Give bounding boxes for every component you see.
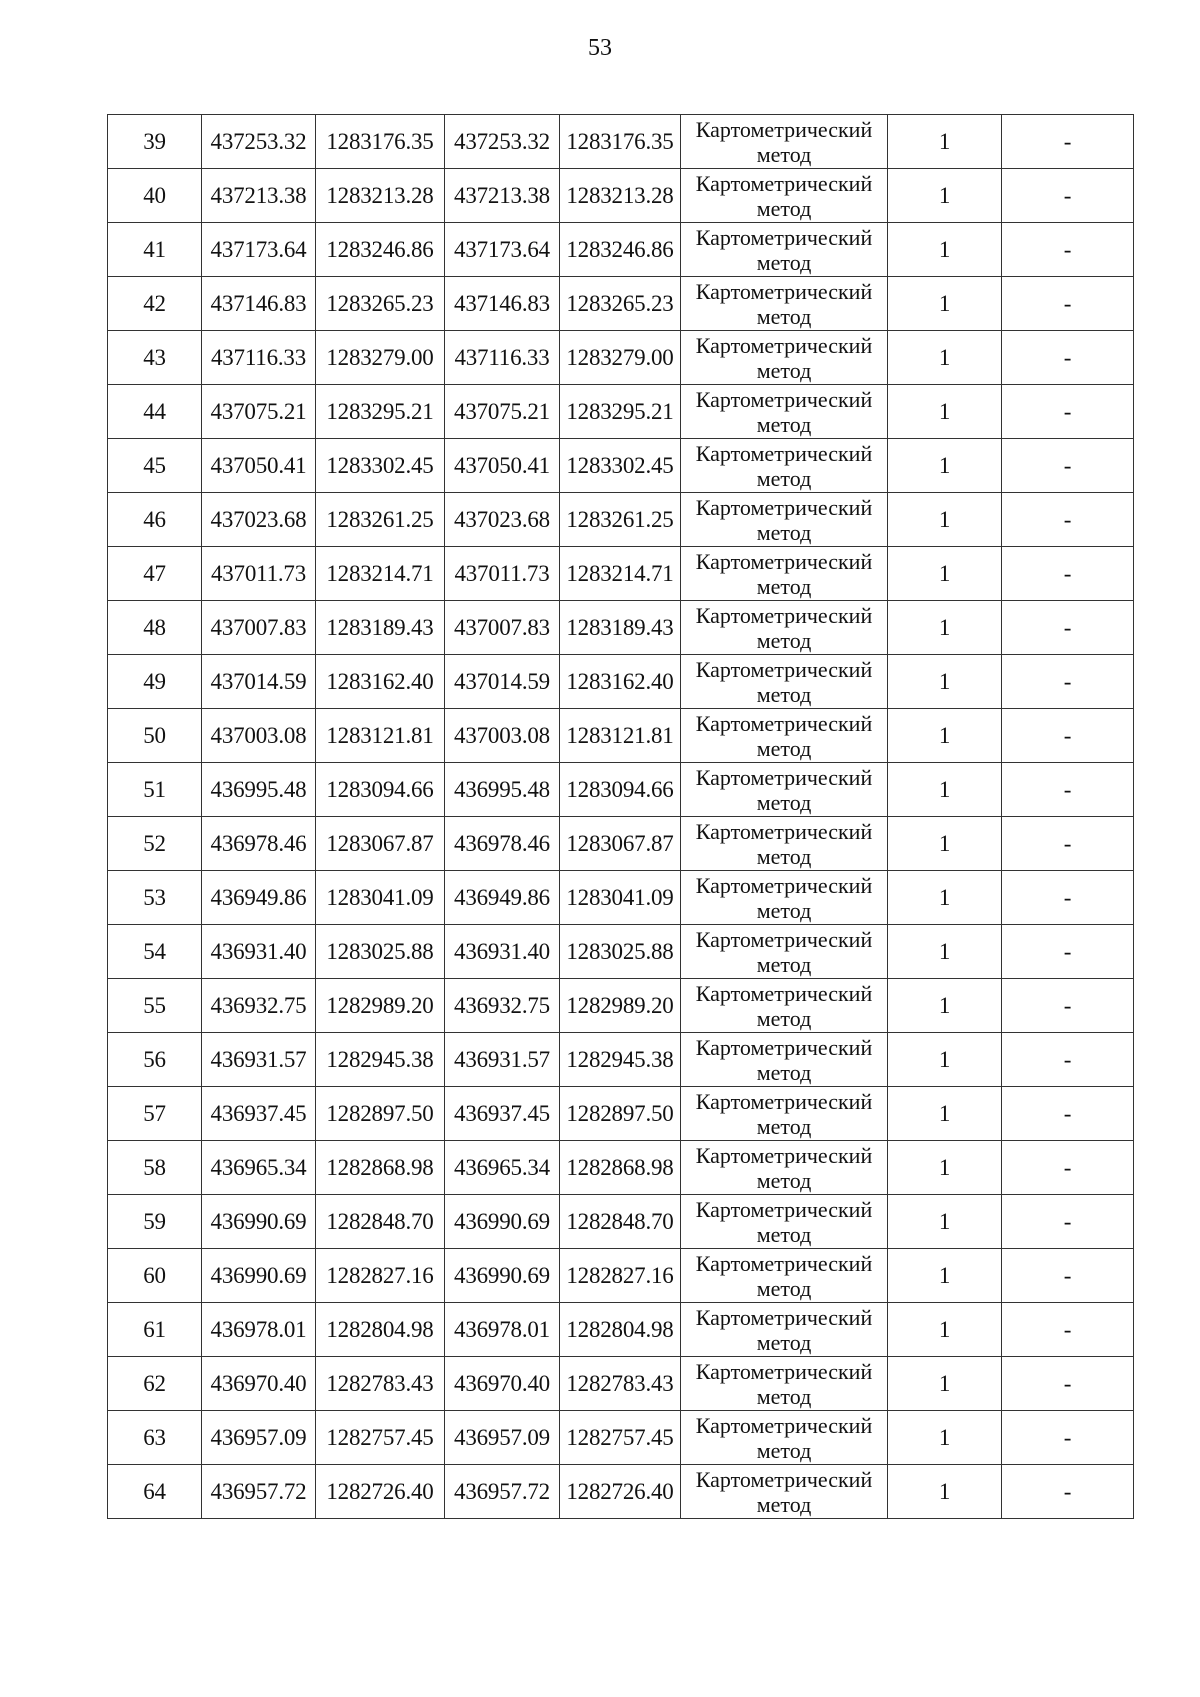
method-label: Картометрический	[695, 278, 873, 304]
x-coordinate-cell: 437146.83	[202, 277, 316, 331]
method-cell	[681, 979, 888, 1033]
method-cell	[681, 1303, 888, 1357]
accuracy-cell: 1	[888, 979, 1002, 1033]
x-coordinate-cell: 437116.33	[202, 331, 316, 385]
table-row	[108, 1303, 1134, 1357]
method-label-continuation: метод	[756, 195, 812, 221]
method-cell	[681, 1195, 888, 1249]
y-coordinate-cell-2: 1282897.50	[560, 1087, 681, 1141]
y-coordinate-cell: 1282848.70	[316, 1195, 445, 1249]
method-cell	[681, 817, 888, 871]
x-coordinate-cell-2: 437003.08	[445, 709, 560, 763]
x-coordinate-cell-2: 436990.69	[445, 1195, 560, 1249]
point-number-cell: 39	[108, 115, 202, 169]
accuracy-cell: 1	[888, 709, 1002, 763]
point-number-cell: 45	[108, 439, 202, 493]
point-number-cell: 52	[108, 817, 202, 871]
method-label: Картометрический	[695, 926, 873, 952]
method-label: Картометрический	[695, 1142, 873, 1168]
x-coordinate-cell: 436937.45	[202, 1087, 316, 1141]
method-label-continuation: метод	[756, 1275, 812, 1301]
method-label-continuation: метод	[756, 951, 812, 977]
table-row	[108, 1249, 1134, 1303]
table-row	[108, 1033, 1134, 1087]
table-row	[108, 385, 1134, 439]
method-label: Картометрический	[695, 1412, 873, 1438]
note-cell: -	[1002, 979, 1134, 1033]
x-coordinate-cell: 436990.69	[202, 1249, 316, 1303]
method-label-continuation: метод	[756, 897, 812, 923]
accuracy-cell: 1	[888, 1465, 1002, 1519]
note-cell: -	[1002, 331, 1134, 385]
y-coordinate-cell-2: 1282804.98	[560, 1303, 681, 1357]
y-coordinate-cell: 1282868.98	[316, 1141, 445, 1195]
note-cell: -	[1002, 1033, 1134, 1087]
method-cell	[681, 1465, 888, 1519]
method-label: Картометрический	[695, 872, 873, 898]
accuracy-cell: 1	[888, 547, 1002, 601]
point-number-cell: 61	[108, 1303, 202, 1357]
method-label-continuation: метод	[756, 141, 812, 167]
x-coordinate-cell-2: 437173.64	[445, 223, 560, 277]
y-coordinate-cell-2: 1283302.45	[560, 439, 681, 493]
method-cell	[681, 169, 888, 223]
table-row	[108, 493, 1134, 547]
x-coordinate-cell-2: 436931.57	[445, 1033, 560, 1087]
coordinates-table	[107, 114, 1134, 1519]
table-row	[108, 709, 1134, 763]
method-cell	[681, 1357, 888, 1411]
y-coordinate-cell-2: 1283189.43	[560, 601, 681, 655]
y-coordinate-cell-2: 1282827.16	[560, 1249, 681, 1303]
x-coordinate-cell: 436931.40	[202, 925, 316, 979]
accuracy-cell: 1	[888, 1195, 1002, 1249]
x-coordinate-cell-2: 437116.33	[445, 331, 560, 385]
table-row	[108, 547, 1134, 601]
page-number: 53	[588, 35, 612, 61]
method-cell	[681, 1249, 888, 1303]
accuracy-cell: 1	[888, 817, 1002, 871]
y-coordinate-cell-2: 1283295.21	[560, 385, 681, 439]
note-cell: -	[1002, 1411, 1134, 1465]
point-number-cell: 55	[108, 979, 202, 1033]
method-label-continuation: метод	[756, 735, 812, 761]
point-number-cell: 59	[108, 1195, 202, 1249]
note-cell: -	[1002, 925, 1134, 979]
x-coordinate-cell-2: 437050.41	[445, 439, 560, 493]
point-number-cell: 54	[108, 925, 202, 979]
accuracy-cell: 1	[888, 601, 1002, 655]
method-cell	[681, 1087, 888, 1141]
method-label-continuation: метод	[756, 357, 812, 383]
x-coordinate-cell-2: 437253.32	[445, 115, 560, 169]
point-number-cell: 50	[108, 709, 202, 763]
point-number-cell: 62	[108, 1357, 202, 1411]
method-cell	[681, 655, 888, 709]
note-cell: -	[1002, 1465, 1134, 1519]
note-cell: -	[1002, 169, 1134, 223]
x-coordinate-cell: 436957.72	[202, 1465, 316, 1519]
y-coordinate-cell-2: 1283246.86	[560, 223, 681, 277]
point-number-cell: 57	[108, 1087, 202, 1141]
note-cell: -	[1002, 277, 1134, 331]
y-coordinate-cell: 1282726.40	[316, 1465, 445, 1519]
method-cell	[681, 331, 888, 385]
x-coordinate-cell-2: 437011.73	[445, 547, 560, 601]
method-label: Картометрический	[695, 1250, 873, 1276]
method-label-continuation: метод	[756, 519, 812, 545]
y-coordinate-cell: 1283246.86	[316, 223, 445, 277]
table-row	[108, 223, 1134, 277]
accuracy-cell: 1	[888, 1249, 1002, 1303]
table-row	[108, 439, 1134, 493]
table-row	[108, 925, 1134, 979]
table-row	[108, 817, 1134, 871]
y-coordinate-cell-2: 1283279.00	[560, 331, 681, 385]
method-label: Картометрический	[695, 440, 873, 466]
method-label-continuation: метод	[756, 249, 812, 275]
y-coordinate-cell: 1283121.81	[316, 709, 445, 763]
x-coordinate-cell: 437173.64	[202, 223, 316, 277]
y-coordinate-cell: 1283094.66	[316, 763, 445, 817]
y-coordinate-cell-2: 1283041.09	[560, 871, 681, 925]
accuracy-cell: 1	[888, 169, 1002, 223]
method-label-continuation: метод	[756, 1059, 812, 1085]
note-cell: -	[1002, 439, 1134, 493]
x-coordinate-cell-2: 436931.40	[445, 925, 560, 979]
x-coordinate-cell: 437075.21	[202, 385, 316, 439]
method-cell	[681, 493, 888, 547]
accuracy-cell: 1	[888, 871, 1002, 925]
x-coordinate-cell-2: 436990.69	[445, 1249, 560, 1303]
y-coordinate-cell-2: 1282989.20	[560, 979, 681, 1033]
x-coordinate-cell-2: 436978.46	[445, 817, 560, 871]
y-coordinate-cell: 1282827.16	[316, 1249, 445, 1303]
x-coordinate-cell-2: 437014.59	[445, 655, 560, 709]
y-coordinate-cell-2: 1282868.98	[560, 1141, 681, 1195]
method-label: Картометрический	[695, 494, 873, 520]
y-coordinate-cell: 1283176.35	[316, 115, 445, 169]
x-coordinate-cell: 437023.68	[202, 493, 316, 547]
y-coordinate-cell-2: 1282757.45	[560, 1411, 681, 1465]
method-cell	[681, 439, 888, 493]
table-row	[108, 1141, 1134, 1195]
y-coordinate-cell-2: 1282848.70	[560, 1195, 681, 1249]
y-coordinate-cell-2: 1283265.23	[560, 277, 681, 331]
method-label-continuation: метод	[756, 1383, 812, 1409]
y-coordinate-cell: 1282897.50	[316, 1087, 445, 1141]
method-cell	[681, 547, 888, 601]
x-coordinate-cell-2: 436957.09	[445, 1411, 560, 1465]
accuracy-cell: 1	[888, 1303, 1002, 1357]
note-cell: -	[1002, 817, 1134, 871]
table-row	[108, 1357, 1134, 1411]
note-cell: -	[1002, 1357, 1134, 1411]
note-cell: -	[1002, 115, 1134, 169]
method-label-continuation: метод	[756, 1329, 812, 1355]
x-coordinate-cell: 437050.41	[202, 439, 316, 493]
table-body	[108, 115, 1134, 1519]
table-row	[108, 1087, 1134, 1141]
y-coordinate-cell-2: 1283261.25	[560, 493, 681, 547]
x-coordinate-cell-2: 436995.48	[445, 763, 560, 817]
x-coordinate-cell: 437253.32	[202, 115, 316, 169]
method-label-continuation: метод	[756, 843, 812, 869]
note-cell: -	[1002, 1249, 1134, 1303]
y-coordinate-cell-2: 1283121.81	[560, 709, 681, 763]
note-cell: -	[1002, 1195, 1134, 1249]
method-label-continuation: метод	[756, 1005, 812, 1031]
x-coordinate-cell: 437003.08	[202, 709, 316, 763]
y-coordinate-cell-2: 1283176.35	[560, 115, 681, 169]
point-number-cell: 42	[108, 277, 202, 331]
y-coordinate-cell: 1282783.43	[316, 1357, 445, 1411]
method-cell	[681, 115, 888, 169]
table-row	[108, 763, 1134, 817]
note-cell: -	[1002, 385, 1134, 439]
x-coordinate-cell-2: 436957.72	[445, 1465, 560, 1519]
method-cell	[681, 1033, 888, 1087]
note-cell: -	[1002, 763, 1134, 817]
point-number-cell: 41	[108, 223, 202, 277]
method-cell	[681, 223, 888, 277]
x-coordinate-cell: 436995.48	[202, 763, 316, 817]
method-cell	[681, 709, 888, 763]
accuracy-cell: 1	[888, 763, 1002, 817]
note-cell: -	[1002, 1303, 1134, 1357]
method-label: Картометрический	[695, 224, 873, 250]
method-cell	[681, 925, 888, 979]
y-coordinate-cell: 1283189.43	[316, 601, 445, 655]
x-coordinate-cell: 436957.09	[202, 1411, 316, 1465]
point-number-cell: 43	[108, 331, 202, 385]
x-coordinate-cell-2: 437146.83	[445, 277, 560, 331]
table-row	[108, 115, 1134, 169]
accuracy-cell: 1	[888, 115, 1002, 169]
accuracy-cell: 1	[888, 1141, 1002, 1195]
accuracy-cell: 1	[888, 1087, 1002, 1141]
method-label: Картометрический	[695, 170, 873, 196]
method-label-continuation: метод	[756, 627, 812, 653]
point-number-cell: 49	[108, 655, 202, 709]
y-coordinate-cell: 1282989.20	[316, 979, 445, 1033]
point-number-cell: 64	[108, 1465, 202, 1519]
method-cell	[681, 1411, 888, 1465]
method-label-continuation: метод	[756, 1221, 812, 1247]
method-cell	[681, 763, 888, 817]
x-coordinate-cell: 436949.86	[202, 871, 316, 925]
note-cell: -	[1002, 547, 1134, 601]
accuracy-cell: 1	[888, 385, 1002, 439]
note-cell: -	[1002, 655, 1134, 709]
y-coordinate-cell-2: 1282726.40	[560, 1465, 681, 1519]
x-coordinate-cell-2: 437075.21	[445, 385, 560, 439]
x-coordinate-cell: 436965.34	[202, 1141, 316, 1195]
x-coordinate-cell-2: 436932.75	[445, 979, 560, 1033]
method-label: Картометрический	[695, 1358, 873, 1384]
x-coordinate-cell-2: 437023.68	[445, 493, 560, 547]
point-number-cell: 63	[108, 1411, 202, 1465]
method-label-continuation: метод	[756, 573, 812, 599]
point-number-cell: 47	[108, 547, 202, 601]
method-label: Картометрический	[695, 764, 873, 790]
y-coordinate-cell: 1282757.45	[316, 1411, 445, 1465]
method-label-continuation: метод	[756, 1491, 812, 1517]
x-coordinate-cell-2: 437213.38	[445, 169, 560, 223]
y-coordinate-cell-2: 1283214.71	[560, 547, 681, 601]
y-coordinate-cell-2: 1282945.38	[560, 1033, 681, 1087]
method-label: Картометрический	[695, 1088, 873, 1114]
method-label-continuation: метод	[756, 465, 812, 491]
method-cell	[681, 277, 888, 331]
y-coordinate-cell: 1283214.71	[316, 547, 445, 601]
x-coordinate-cell: 436990.69	[202, 1195, 316, 1249]
x-coordinate-cell: 437007.83	[202, 601, 316, 655]
y-coordinate-cell: 1283041.09	[316, 871, 445, 925]
y-coordinate-cell: 1283162.40	[316, 655, 445, 709]
x-coordinate-cell: 437213.38	[202, 169, 316, 223]
note-cell: -	[1002, 871, 1134, 925]
method-label-continuation: метод	[756, 303, 812, 329]
method-label-continuation: метод	[756, 1113, 812, 1139]
x-coordinate-cell: 436970.40	[202, 1357, 316, 1411]
method-label: Картометрический	[695, 1304, 873, 1330]
y-coordinate-cell: 1283302.45	[316, 439, 445, 493]
table-row	[108, 979, 1134, 1033]
table-row	[108, 1465, 1134, 1519]
y-coordinate-cell: 1283265.23	[316, 277, 445, 331]
accuracy-cell: 1	[888, 439, 1002, 493]
y-coordinate-cell: 1283295.21	[316, 385, 445, 439]
y-coordinate-cell: 1282804.98	[316, 1303, 445, 1357]
x-coordinate-cell-2: 436970.40	[445, 1357, 560, 1411]
y-coordinate-cell: 1283025.88	[316, 925, 445, 979]
x-coordinate-cell: 436978.01	[202, 1303, 316, 1357]
accuracy-cell: 1	[888, 277, 1002, 331]
method-label: Картометрический	[695, 656, 873, 682]
x-coordinate-cell: 437011.73	[202, 547, 316, 601]
accuracy-cell: 1	[888, 331, 1002, 385]
point-number-cell: 46	[108, 493, 202, 547]
method-label-continuation: метод	[756, 681, 812, 707]
accuracy-cell: 1	[888, 1411, 1002, 1465]
x-coordinate-cell-2: 437007.83	[445, 601, 560, 655]
method-label-continuation: метод	[756, 1437, 812, 1463]
accuracy-cell: 1	[888, 223, 1002, 277]
x-coordinate-cell: 436931.57	[202, 1033, 316, 1087]
table-row	[108, 169, 1134, 223]
method-label: Картометрический	[695, 548, 873, 574]
table-row	[108, 871, 1134, 925]
note-cell: -	[1002, 1141, 1134, 1195]
table-row	[108, 277, 1134, 331]
note-cell: -	[1002, 493, 1134, 547]
y-coordinate-cell-2: 1283067.87	[560, 817, 681, 871]
method-label: Картометрический	[695, 386, 873, 412]
accuracy-cell: 1	[888, 655, 1002, 709]
y-coordinate-cell: 1282945.38	[316, 1033, 445, 1087]
y-coordinate-cell-2: 1283213.28	[560, 169, 681, 223]
x-coordinate-cell-2: 436937.45	[445, 1087, 560, 1141]
point-number-cell: 48	[108, 601, 202, 655]
point-number-cell: 53	[108, 871, 202, 925]
y-coordinate-cell-2: 1283025.88	[560, 925, 681, 979]
y-coordinate-cell: 1283279.00	[316, 331, 445, 385]
y-coordinate-cell: 1283213.28	[316, 169, 445, 223]
accuracy-cell: 1	[888, 925, 1002, 979]
table-row	[108, 331, 1134, 385]
method-label-continuation: метод	[756, 411, 812, 437]
table-row	[108, 655, 1134, 709]
point-number-cell: 40	[108, 169, 202, 223]
x-coordinate-cell: 436978.46	[202, 817, 316, 871]
method-cell	[681, 871, 888, 925]
point-number-cell: 56	[108, 1033, 202, 1087]
note-cell: -	[1002, 601, 1134, 655]
y-coordinate-cell-2: 1283094.66	[560, 763, 681, 817]
y-coordinate-cell-2: 1282783.43	[560, 1357, 681, 1411]
method-label-continuation: метод	[756, 1167, 812, 1193]
method-label: Картометрический	[695, 1466, 873, 1492]
method-label: Картометрический	[695, 116, 873, 142]
point-number-cell: 44	[108, 385, 202, 439]
method-label: Картометрический	[695, 710, 873, 736]
method-label: Картометрический	[695, 1034, 873, 1060]
point-number-cell: 60	[108, 1249, 202, 1303]
accuracy-cell: 1	[888, 1033, 1002, 1087]
method-cell	[681, 1141, 888, 1195]
x-coordinate-cell: 436932.75	[202, 979, 316, 1033]
table-row	[108, 1411, 1134, 1465]
method-label: Картометрический	[695, 602, 873, 628]
point-number-cell: 58	[108, 1141, 202, 1195]
method-cell	[681, 385, 888, 439]
accuracy-cell: 1	[888, 493, 1002, 547]
accuracy-cell: 1	[888, 1357, 1002, 1411]
note-cell: -	[1002, 709, 1134, 763]
x-coordinate-cell-2: 436965.34	[445, 1141, 560, 1195]
method-label: Картометрический	[695, 980, 873, 1006]
method-cell	[681, 601, 888, 655]
y-coordinate-cell: 1283261.25	[316, 493, 445, 547]
note-cell: -	[1002, 223, 1134, 277]
x-coordinate-cell-2: 436949.86	[445, 871, 560, 925]
point-number-cell: 51	[108, 763, 202, 817]
table-row	[108, 1195, 1134, 1249]
y-coordinate-cell-2: 1283162.40	[560, 655, 681, 709]
method-label-continuation: метод	[756, 789, 812, 815]
table-row	[108, 601, 1134, 655]
x-coordinate-cell: 437014.59	[202, 655, 316, 709]
y-coordinate-cell: 1283067.87	[316, 817, 445, 871]
x-coordinate-cell-2: 436978.01	[445, 1303, 560, 1357]
method-label: Картометрический	[695, 818, 873, 844]
note-cell: -	[1002, 1087, 1134, 1141]
method-label: Картометрический	[695, 1196, 873, 1222]
method-label: Картометрический	[695, 332, 873, 358]
